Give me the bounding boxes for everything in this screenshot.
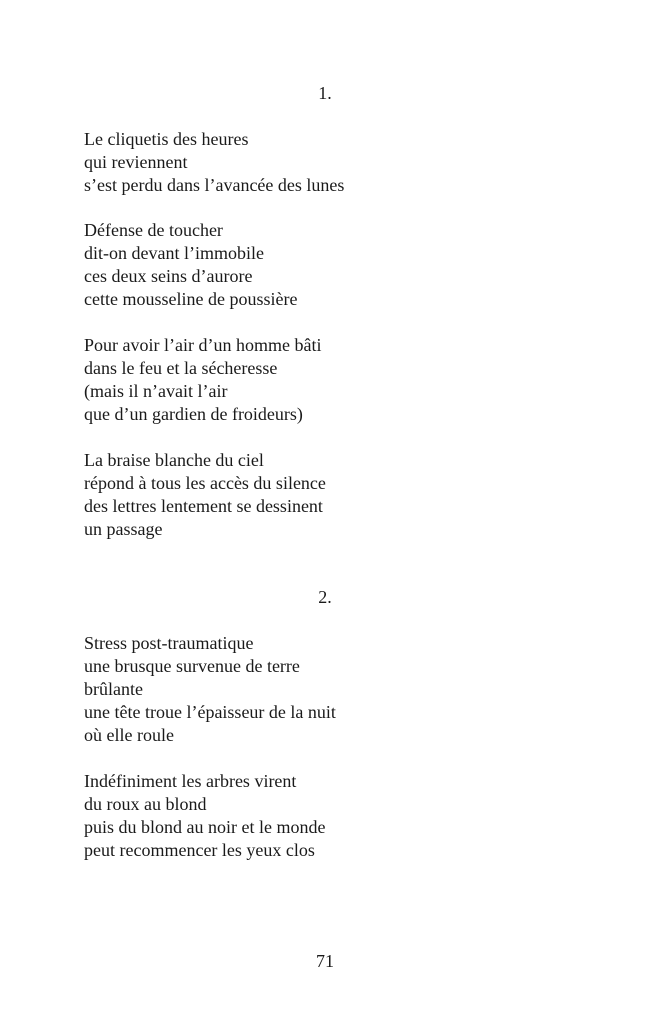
verse-line: une tête troue l’épaisseur de la nuit	[84, 702, 336, 722]
verse-line: La braise blanche du ciel	[84, 450, 264, 470]
verse-line: que d’un gardien de froideurs)	[84, 404, 303, 424]
verse-line: brûlante	[84, 679, 143, 699]
poem-2-stanza-1	[84, 632, 604, 747]
verse-line: peut recommencer les yeux clos	[84, 840, 315, 860]
verse-line: dit-on devant l’immobile	[84, 243, 264, 263]
verse-line: du roux au blond	[84, 794, 207, 814]
verse-line: un passage	[84, 519, 163, 539]
verse-line: s’est perdu dans l’avancée des lunes	[84, 175, 345, 195]
verse-line: dans le feu et la sécheresse	[84, 358, 278, 378]
verse-line: une brusque survenue de terre	[84, 656, 300, 676]
poem-1-stanza-3	[84, 334, 604, 426]
verse-line: Le cliquetis des heures	[84, 129, 249, 149]
verse-line: (mais il n’avait l’air	[84, 381, 228, 401]
verse-line: répond à tous les accès du silence	[84, 473, 326, 493]
verse-line: cette mousseline de poussière	[84, 289, 298, 309]
poem-2-stanza-2	[84, 770, 604, 862]
poem-1-stanza-2	[84, 219, 604, 311]
verse-line: des lettres lentement se dessinent	[84, 496, 323, 516]
verse-line: Stress post-traumatique	[84, 633, 254, 653]
verse-line: où elle roule	[84, 725, 174, 745]
verse-line: Indéfiniment les arbres virent	[84, 771, 297, 791]
verse-line: Défense de toucher	[84, 220, 223, 240]
page-number: 71	[316, 951, 334, 971]
poem-1-stanza-4	[84, 449, 604, 541]
poem-1-stanza-1	[84, 128, 604, 197]
poem-1-number: 1.	[318, 83, 332, 103]
verse-line: puis du blond au noir et le monde	[84, 817, 326, 837]
verse-line: ces deux seins d’aurore	[84, 266, 253, 286]
verse-line: Pour avoir l’air d’un homme bâti	[84, 335, 322, 355]
verse-line: qui reviennent	[84, 152, 188, 172]
poem-2-number: 2.	[318, 587, 332, 607]
